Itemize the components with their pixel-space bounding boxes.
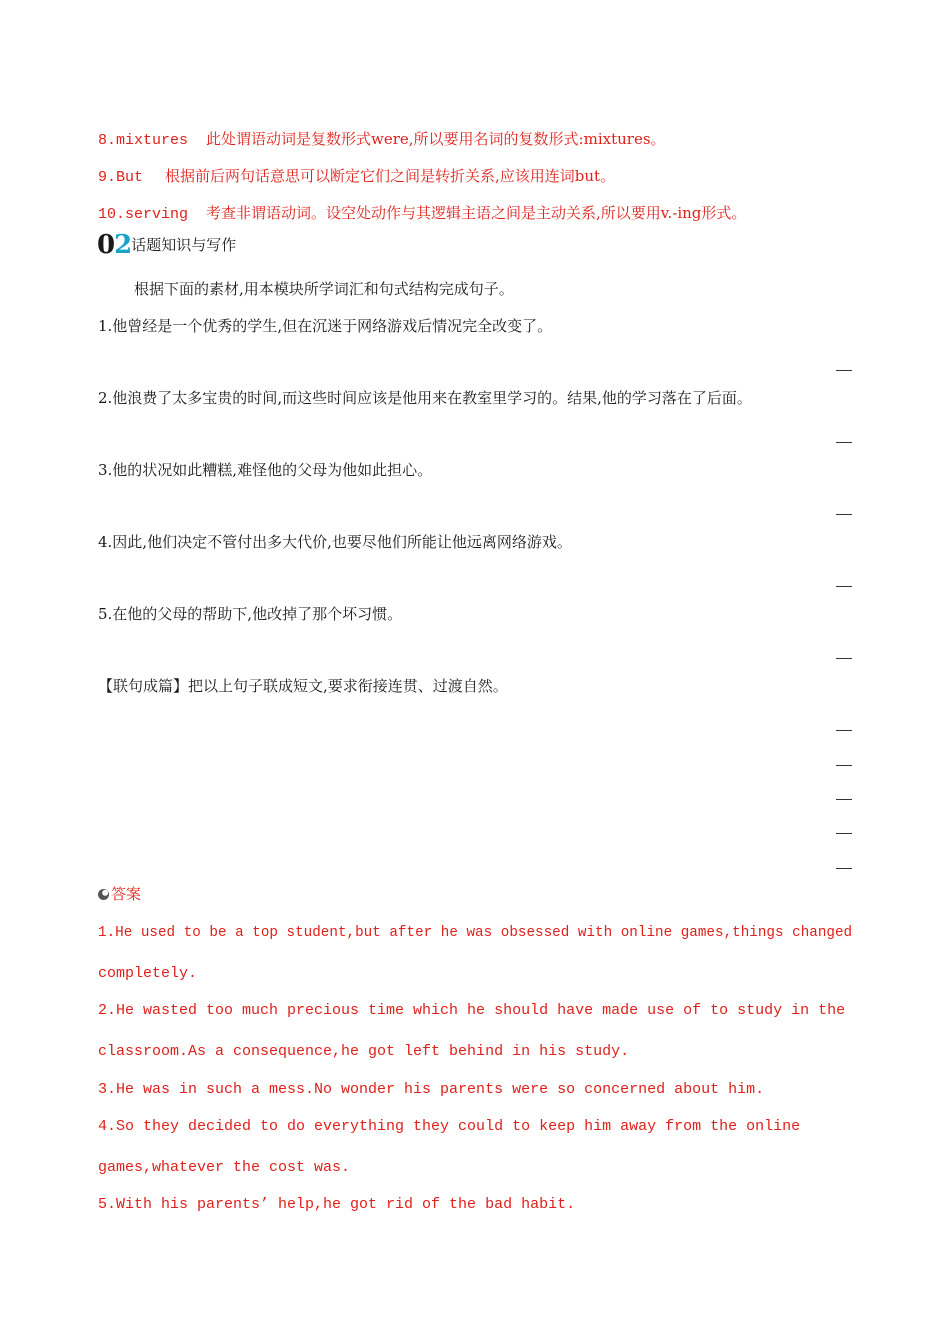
question-3: 3.他的状况如此糟糕,难怪他的父母为他如此担心。	[98, 461, 433, 479]
section-number: 02	[97, 230, 132, 260]
paragraph-blank-line[interactable]	[836, 868, 852, 869]
question-1: 1.他曾经是一个优秀的学生,但在沉迷于网络游戏后情况完全改变了。	[98, 317, 553, 335]
linking-text: 把以上句子联成短文,要求衔接连贯、过渡自然。	[188, 677, 508, 695]
prev-answer-key: 9.But	[98, 169, 144, 186]
prev-answer-key: 10.serving	[98, 206, 189, 223]
question-2: 2.他浪费了太多宝贵的时间,而这些时间应该是他用来在教室里学习的。结果,他的学习落在了后面。	[98, 389, 752, 407]
paragraph-blank-line[interactable]	[836, 799, 852, 800]
question-4: 4.因此,他们决定不管付出多大代价,也要尽他们所能让他远离网络游戏。	[98, 533, 572, 551]
section-title: 话题知识与写作	[131, 236, 237, 254]
prev-answer-9	[98, 165, 615, 186]
paragraph-blank-line[interactable]	[836, 730, 852, 731]
prev-answer-10	[98, 202, 746, 223]
answer-heading-label: 答案	[111, 885, 142, 903]
linking-label: 【联句成篇】	[98, 677, 189, 695]
prev-answer-text: 此处谓语动词是复数形式were,所以要用名词的复数形式:mixtures。	[206, 130, 666, 148]
answer-line: 5.With his parents’ help,he got rid of the bad habit.	[98, 1196, 576, 1213]
answer-line: 4.So they decided to do everything they could to keep him away from the online	[98, 1118, 801, 1135]
prev-answer-8	[98, 128, 666, 149]
section-instruction: 根据下面的素材,用本模块所学词汇和句式结构完成句子。	[134, 280, 514, 298]
answer-line: 1.He used to be a top student,but after he was obsessed with online games,things changed	[98, 924, 853, 941]
answer-blank-line[interactable]	[836, 514, 852, 515]
answer-line: completely.	[98, 965, 198, 982]
paragraph-blank-line[interactable]	[836, 765, 852, 766]
prev-answer-text: 根据前后两句话意思可以断定它们之间是转折关系,应该用连词but。	[165, 167, 616, 185]
linking-task	[98, 675, 508, 696]
question-5: 5.在他的父母的帮助下,他改掉了那个坏习惯。	[98, 605, 403, 623]
section-heading	[97, 230, 236, 260]
answer-line: classroom.As a consequence,he got left behind in his study.	[98, 1043, 630, 1060]
answer-blank-line[interactable]	[836, 442, 852, 443]
paragraph-blank-line[interactable]	[836, 833, 852, 834]
prev-answer-key: 8.mixtures	[98, 132, 189, 149]
answer-heading	[98, 883, 141, 904]
answer-blank-line[interactable]	[836, 586, 852, 587]
prev-answer-text: 考查非谓语动词。设空处动作与其逻辑主语之间是主动关系,所以要用v.-ing形式。	[206, 204, 747, 222]
answer-icon	[98, 889, 109, 900]
answer-blank-line[interactable]	[836, 658, 852, 659]
answer-line: 2.He wasted too much precious time which he should have made use of to study in the	[98, 1002, 846, 1019]
answer-line: 3.He was in such a mess.No wonder his parents were so concerned about him.	[98, 1081, 765, 1098]
answer-line: games,whatever the cost was.	[98, 1159, 351, 1176]
answer-blank-line[interactable]	[836, 370, 852, 371]
